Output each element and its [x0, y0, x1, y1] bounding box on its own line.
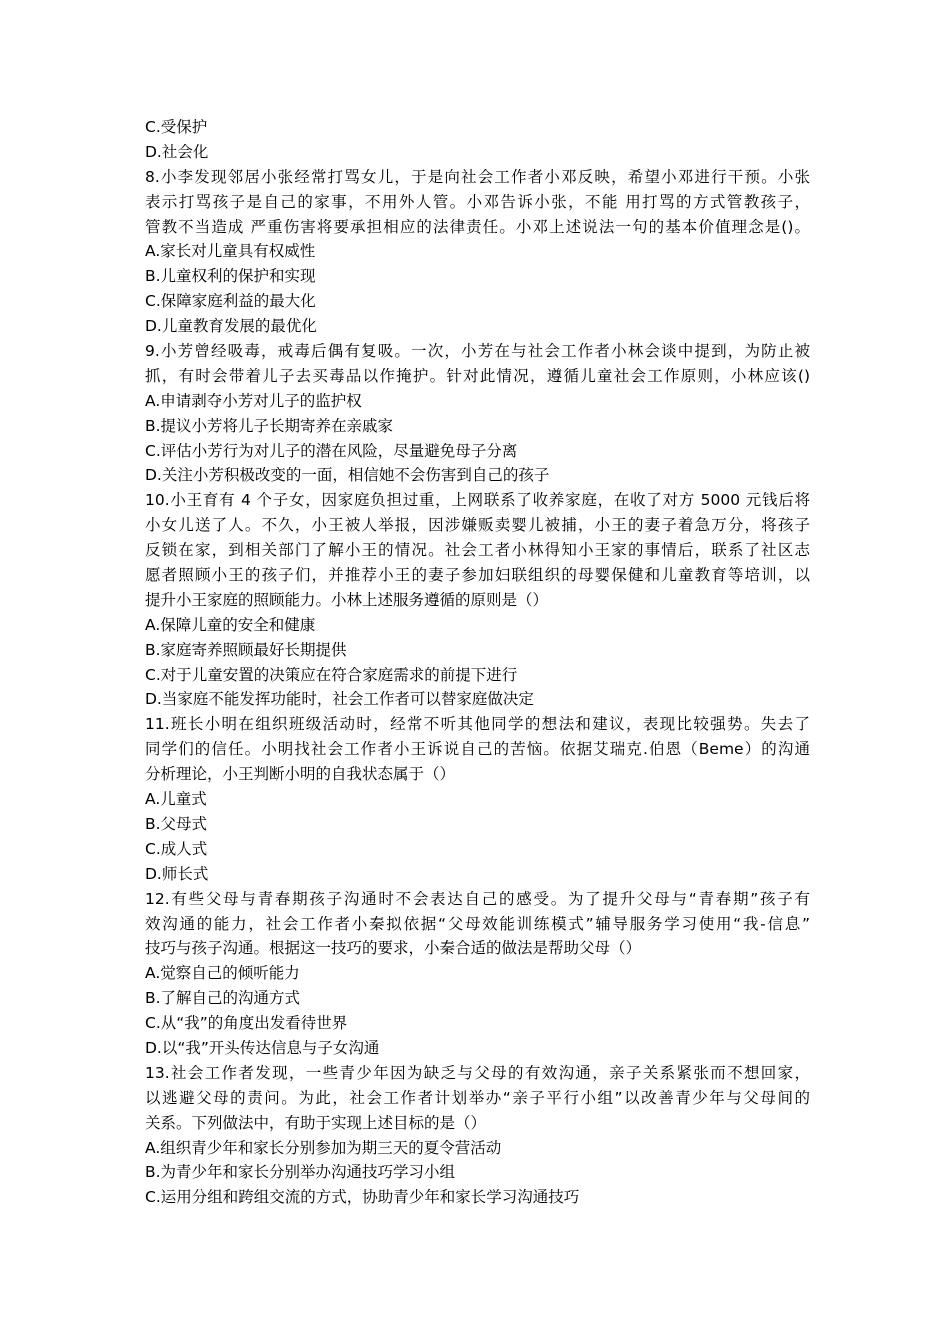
text-line: C.受保护	[145, 118, 208, 136]
text-line: 管教不当造成 严重伤害将要承担相应的法律责任。小邓上述说法一句的基本价值理念是()。	[145, 217, 810, 236]
text-line: A.觉察自己的倾听能力	[145, 964, 300, 983]
text-line: 10.小王育有 4 个子女，因家庭负担过重，上网联系了收养家庭，在收了对方 5000 元钱后将	[145, 491, 810, 510]
text-line: 表示打骂孩子是自己的家事，不用外人管。小邓告诉小张，不能 用打骂的方式管教孩子，	[145, 192, 810, 211]
text-line: 效沟通的能力，社会工作者小秦拟依据“父母效能训练模式”辅导服务学习使用“我-信息”	[145, 914, 810, 933]
text-line: D.儿童教育发展的最优化	[145, 317, 317, 336]
text-line: 13.社会工作者发现，一些青少年因为缺乏与父母的有效沟通，亲子关系紧张而不想回家，	[145, 1063, 810, 1082]
text-line: C.运用分组和跨组交流的方式，协助青少年和家长学习沟通技巧	[145, 1188, 580, 1207]
text-line: D.师长式	[145, 864, 209, 883]
text-line: D.当家庭不能发挥功能时，社会工作者可以替家庭做决定	[145, 690, 534, 709]
text-line: A.组织青少年和家长分别参加为期三天的夏令营活动	[145, 1138, 502, 1157]
text-line: A.申请剥夺小芳对儿子的监护权	[145, 391, 362, 410]
text-line: 关系。下列做法中，有助于实现上述目标的是（）	[145, 1113, 487, 1132]
text-line: C.对于儿童安置的决策应在符合家庭需求的前提下进行	[145, 665, 518, 684]
text-line: C.评估小芳行为对儿子的潜在风险，尽量避免母子分离	[145, 441, 518, 460]
text-line: 分析理论，小王判断小明的自我状态属于（）	[145, 765, 456, 784]
text-line: 愿者照顾小王的孩子们，并推荐小王的妻子参加妇联组织的母婴保健和儿童教育等培训，以	[145, 566, 810, 585]
text-line: 小女儿送了人。不久，小王被人举报，因涉嫌贩卖婴儿被捕，小王的妻子着急万分，将孩子	[145, 516, 810, 535]
text-line: 抓，有时会带着儿子去买毒品以作掩护。针对此情况，遵循儿童社会工作原则，小林应该()	[145, 366, 810, 385]
text-line: C.从“我”的角度出发看待世界	[145, 1014, 348, 1033]
text-line: D.关注小芳积极改变的一面，相信她不会伤害到自己的孩子	[145, 466, 550, 485]
text-line: A.家长对儿童具有权威性	[145, 242, 316, 261]
text-line: D.以“我”开头传达信息与子女沟通	[145, 1038, 380, 1057]
text-line: B.了解自己的沟通方式	[145, 989, 301, 1008]
text-line: B.父母式	[145, 814, 208, 833]
text-line: 8.小李发现邻居小张经常打骂女儿，于是向社会工作者小邓反映，希望小邓进行干预。小张	[145, 167, 810, 186]
text-line: 11.班长小明在组织班级活动时，经常不听其他同学的想法和建议，表现比较强势。失去了	[145, 715, 810, 734]
text-line: A.保障儿童的安全和健康	[145, 615, 316, 634]
text-line: A.儿童式	[145, 790, 207, 809]
text-line: 以逃避父母的责问。为此，社会工作者计划举办“亲子平行小组”以改善青少年与父母间的	[145, 1088, 810, 1107]
text-line: C.保障家庭利益的最大化	[145, 292, 316, 311]
text-line: C.成人式	[145, 839, 208, 858]
text-line: B.儿童权利的保护和实现	[145, 267, 316, 286]
text-line: 同学们的信任。小明找社会工作者小王诉说自己的苦恼。依据艾瑞克.伯恩（Beme）的沟通	[145, 740, 810, 759]
text-line: B.为青少年和家长分别举办沟通技巧学习小组	[145, 1163, 456, 1182]
text-line: D.社会化	[145, 142, 209, 161]
text-line: B.家庭寄养照顾最好长期提供	[145, 640, 347, 659]
document-page	[145, 115, 810, 1210]
text-line: 技巧与孩子沟通。根据这一技巧的要求，小秦合适的做法是帮助父母（）	[145, 939, 642, 958]
text-line: 12.有些父母与青春期孩子沟通时不会表达自己的感受。为了提升父母与“青春期”孩子有	[145, 889, 810, 908]
text-line: 反锁在家，到相关部门了解小王的情况。社会工者小林得知小王家的事情后，联系了社区志	[145, 541, 810, 560]
text-line: B.提议小芳将儿子长期寄养在亲戚家	[145, 416, 394, 435]
text-line: 提升小王家庭的照顾能力。小林上述服务遵循的原则是（）	[145, 590, 549, 609]
text-line: 9.小芳曾经吸毒，戒毒后偶有复吸。一次，小芳在与社会工作者小林会谈中提到，为防止被	[145, 342, 810, 361]
